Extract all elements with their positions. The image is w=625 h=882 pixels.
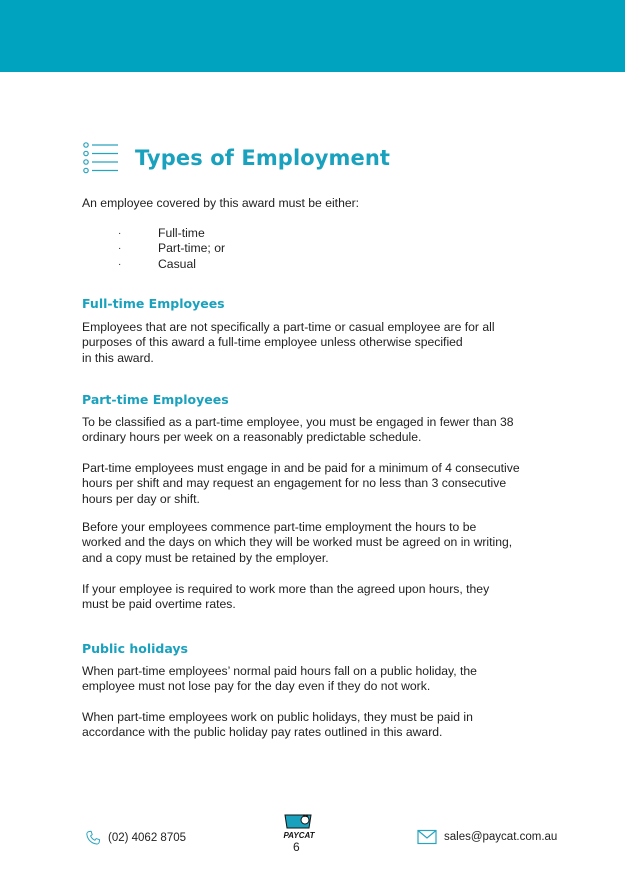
email-address: sales@paycat.com.au [444,831,558,843]
list-item: · Casual [118,256,196,271]
mail-icon [417,829,437,845]
list-item: · Full-time [118,226,205,240]
parttime-heading: Part-time Employees [82,392,229,407]
phone-icon [84,829,102,847]
fulltime-heading: Full-time Employees [82,296,225,311]
parttime-paragraph-1: To be classified as a part-time employee, you must be engaged in fewer than 38 ordinary hours per week on a reasonably predictable schedule. [82,415,514,445]
holidays-paragraph-1: When part-time employees’ normal paid hours fall on a public holiday, the employee must not lose pay for the day even if they do not work. [82,664,477,694]
page-title: Types of Employment [135,146,391,170]
holidays-heading: Public holidays [82,641,188,656]
list-item: · Part-time; or [118,241,226,256]
holidays-paragraph-2: When part-time employees work on public holidays, they must be paid in accordance with the public holiday pay rates outlined in this award. [82,710,473,740]
parttime-paragraph-4: If your employee is required to work more than the agreed upon hours, they must be paid overtime rates. [82,582,490,612]
intro-text: An employee covered by this award must be either: [82,196,360,210]
fulltime-paragraph: Employees that are not specifically a part-time or casual employee are for all purposes of this award a full-time employee unless otherwise specified in this award. [82,320,495,365]
svg-text:PAYCAT: PAYCAT [283,831,315,840]
bullet-icon: · [118,258,122,270]
bullet-icon: · [118,228,122,239]
list-icon [82,141,120,175]
bullet-icon: · [118,243,122,255]
parttime-paragraph-2: Part-time employees must engage in and be paid for a minimum of 4 consecutive hours per shift and may request an engagement for no less than 3 consecutive hours per day or shift. [82,461,520,506]
footer-email[interactable] [417,829,557,845]
paycat-logo [281,812,317,840]
parttime-paragraph-3: Before your employees commence part-time employment the hours to be worked and the days on which they will be worked must be agreed on in writing, and a copy must be retained by the employer. [82,520,513,565]
footer-phone[interactable] [84,829,186,847]
title-row [82,141,390,175]
phone-number: (02) 4062 8705 [108,832,187,844]
employment-type-list [118,226,225,272]
page-number: 6 [293,840,300,854]
